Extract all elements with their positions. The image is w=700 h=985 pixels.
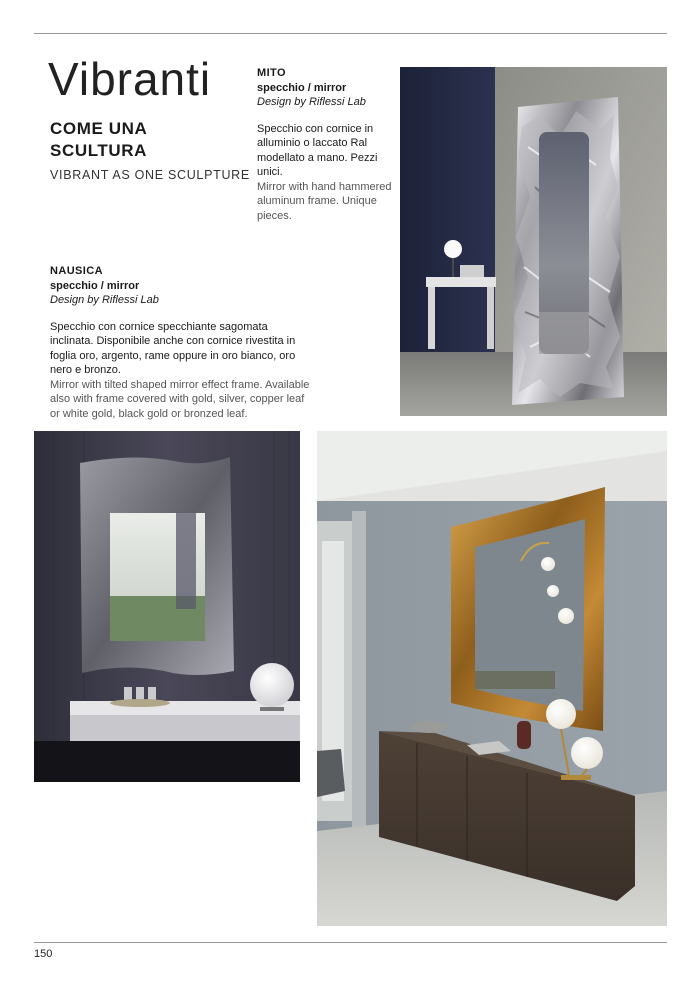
product-name: MITO bbox=[257, 67, 286, 79]
page-title: Vibranti bbox=[48, 53, 212, 105]
product-kind: specchio / mirror bbox=[257, 81, 347, 94]
product-mito bbox=[257, 66, 392, 223]
photo-mito-mirror bbox=[400, 67, 667, 416]
product-description-en: Mirror with hand hammered aluminum frame. Unique pieces. bbox=[257, 180, 392, 222]
bottom-rule bbox=[34, 942, 667, 943]
subtitle-line-2: SCULTURA bbox=[50, 141, 148, 160]
product-description-it: Specchio con cornice in alluminio o laccato Ral modellato a mano. Pezzi unici. bbox=[257, 122, 378, 178]
subtitle-line-1: COME UNA bbox=[50, 119, 148, 138]
page-number: 150 bbox=[34, 948, 53, 960]
product-kind: specchio / mirror bbox=[50, 279, 140, 292]
product-description-en: Mirror with tilted shaped mirror effect frame. Available also with frame covered with gold, silver, copper leaf or white gold, black gold or bronzed leaf. bbox=[50, 378, 310, 420]
product-designer: Design by Riflessi Lab bbox=[50, 294, 159, 306]
photo-nausica-mirror bbox=[34, 431, 300, 782]
product-description-it: Specchio con cornice specchiante sagomata inclinata. Disponibile anche con cornice rivestita in foglia oro, argento, rame oppure in oro bianco, oro nero e bronzo. bbox=[50, 320, 296, 376]
product-designer: Design by Riflessi Lab bbox=[257, 96, 366, 108]
subtitle-english: VIBRANT AS ONE SCULPTURE bbox=[50, 168, 250, 182]
product-nausica bbox=[50, 264, 312, 421]
page-subtitle bbox=[50, 118, 147, 162]
photo-gold-mirror-hallway bbox=[317, 431, 667, 926]
top-rule bbox=[34, 33, 667, 34]
product-name: NAUSICA bbox=[50, 265, 103, 277]
